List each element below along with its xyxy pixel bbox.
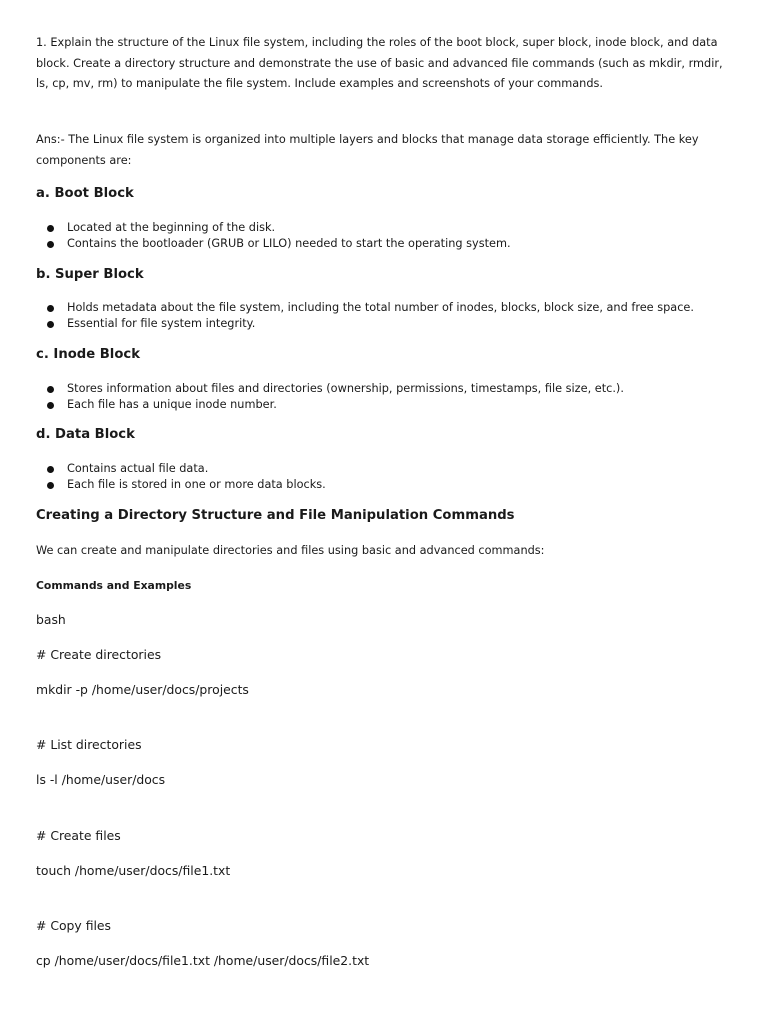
code-line-language: bash [36,612,66,627]
bullet-icon [47,386,54,393]
bullet-icon [47,241,54,248]
bullet-icon [47,482,54,489]
boot-block-list [36,220,511,252]
code-line-comment: # Copy files [36,918,112,933]
commands-heading: Creating a Directory Structure and File Manipulation Commands [36,508,515,523]
section-heading-boot-block: a. Boot Block [36,186,134,201]
bullet-icon [47,466,54,473]
commands-intro: We can create and manipulate directories and files using basic and advanced commands: [36,544,545,557]
code-line-command: mkdir -p /home/user/docs/projects [36,682,249,697]
bullet-icon [47,225,54,232]
code-line-command: ls -l /home/user/docs [36,772,166,787]
list-item: Located at the beginning of the disk. [36,220,511,236]
code-line-command: touch /home/user/docs/file1.txt [36,863,231,878]
section-heading-inode-block: c. Inode Block [36,347,140,362]
list-item: Essential for file system integrity. [36,316,694,332]
section-heading-super-block: b. Super Block [36,267,144,282]
section-heading-data-block: d. Data Block [36,427,135,442]
code-line-command: cp /home/user/docs/file1.txt /home/user/docs/file2.txt [36,953,370,968]
data-block-list [36,461,326,493]
inode-block-list [36,381,624,413]
list-item: Each file has a unique inode number. [36,397,624,413]
code-line-comment: # Create directories [36,647,162,662]
code-line-comment: # List directories [36,737,142,752]
list-item: Stores information about files and directories (ownership, permissions, timestamps, file size, etc.). [36,381,624,397]
question-text: 1. Explain the structure of the Linux file system, including the roles of the boot block, super block, inode block, and data block. Create a directory structure and demonstrate the use of basic and advanced file commands (such as mkdir, rmdir, ls, cp, mv, rm) to manipulate the file system. Include examples and screenshots of your commands. [36,36,723,90]
list-item: Contains actual file data. [36,461,326,477]
list-item: Holds metadata about the file system, including the total number of inodes, blocks, block size, and free space. [36,300,694,316]
code-line-comment: # Create files [36,828,121,843]
bullet-icon [47,402,54,409]
list-item: Each file is stored in one or more data blocks. [36,477,326,493]
bullet-icon [47,305,54,312]
examples-heading: Commands and Examples [36,579,192,592]
bullet-icon [47,321,54,328]
super-block-list [36,300,694,332]
list-item: Contains the bootloader (GRUB or LILO) needed to start the operating system. [36,236,511,252]
answer-intro: Ans:- The Linux file system is organized into multiple layers and blocks that manage data storage efficiently. The key components are: [36,133,699,167]
